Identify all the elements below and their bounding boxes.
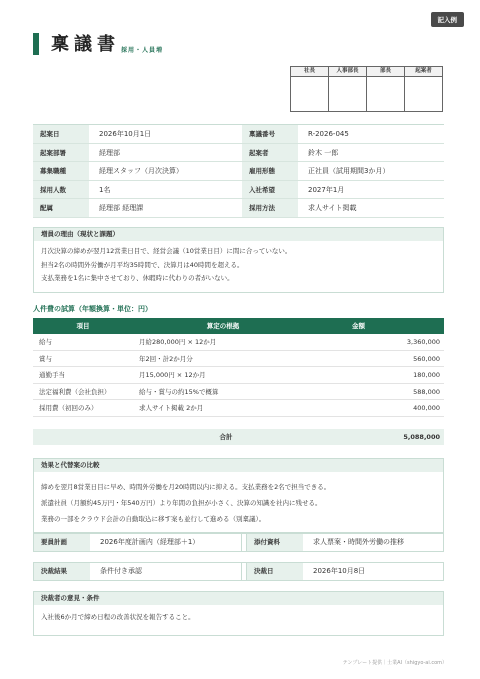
info-value: 経理スタッフ（月次決算） (99, 167, 183, 175)
approval-column (291, 67, 329, 111)
info-value: 経理部 経理課 (99, 204, 144, 212)
approval-header: 起案者 (405, 67, 442, 77)
approval-column (329, 67, 367, 111)
info-label: 採用方法 (242, 199, 298, 217)
total-amount: 5,088,000 (403, 432, 440, 441)
cost-amount: 3,360,000 (406, 338, 440, 346)
page-title: 稟議書 (51, 34, 120, 55)
header-amount: 金額 (352, 322, 365, 330)
effect-heading: 効果と代替案の比較 (34, 459, 443, 472)
decision-row (33, 562, 444, 581)
reason-box (33, 227, 444, 293)
cost-amount: 560,000 (413, 354, 440, 363)
cost-amount: 588,000 (413, 387, 440, 396)
cost-basis: 求人サイト掲載 2か月 (139, 404, 204, 412)
info-label: 起案者 (242, 144, 298, 162)
header-item: 項目 (76, 322, 90, 330)
decision-result-value: 条件付き承認 (100, 567, 142, 575)
total-label: 合計 (219, 432, 233, 441)
cost-table-header (33, 318, 444, 334)
reason-line: 支払業務を1名に集中させており、休暇時に代わりの者がいない。 (41, 274, 234, 282)
reason-line: 月次決算の締めが翌月12営業日目で、経営会議（10営業日目）に間に合っていない。 (41, 247, 292, 255)
approval-header: 人事部長 (329, 67, 366, 77)
info-row (33, 162, 444, 181)
decision-result-label: 決裁結果 (34, 563, 90, 580)
table-row (33, 334, 444, 351)
reason-heading: 増員の理由（現状と課題） (34, 228, 443, 241)
table-row (33, 384, 444, 401)
opinion-line: 入社後6か月で締め日程の改善状況を報告すること。 (41, 613, 195, 621)
info-value: 2026年10月1日 (99, 130, 152, 138)
attachment-label: 添付資料 (247, 534, 303, 551)
info-label: 配属 (33, 199, 89, 217)
info-row (33, 199, 444, 218)
cost-basis: 月給280,000円 × 12か月 (139, 338, 217, 346)
cost-item: 通勤手当 (39, 371, 65, 379)
approval-header: 社長 (291, 67, 328, 77)
cost-item: 法定福利費（会社負担） (39, 387, 111, 396)
cost-item: 賞与 (39, 354, 52, 363)
cost-amount: 180,000 (413, 371, 440, 379)
info-label: 稟議番号 (242, 125, 298, 143)
footer-credit: テンプレート提供｜士業AI（shigyo-ai.com） (342, 660, 447, 666)
header-basis: 算定の根拠 (206, 322, 240, 330)
cost-basis: 月15,000円 × 12か月 (139, 371, 206, 379)
page-subtitle: 採用・人員増 (121, 47, 164, 54)
title-accent-bar (33, 33, 39, 55)
info-value: 経理部 (99, 148, 120, 157)
cost-table (33, 318, 444, 445)
cost-basis: 年2回・計2か月分 (139, 354, 193, 363)
opinion-heading: 決裁者の意見・条件 (34, 592, 443, 605)
info-row (33, 144, 444, 163)
table-row (33, 400, 444, 417)
attachment-value: 求人票案・時間外労働の推移 (313, 538, 404, 546)
info-label: 入社希望 (242, 181, 298, 199)
info-label: 採用人数 (33, 181, 89, 199)
info-label: 起案日 (33, 125, 89, 143)
info-value: 1名 (99, 185, 111, 194)
effect-line: 業務の一部をクラウド会計の自動取込に移す案も並行して進める（別稟議）。 (41, 515, 266, 523)
table-row (33, 367, 444, 384)
table-row (33, 351, 444, 368)
cost-basis: 給与・賞与の約15%で概算 (139, 387, 219, 396)
sample-badge: 記入例 (431, 12, 465, 27)
info-value: 鈴木 一郎 (308, 148, 339, 157)
cost-item: 採用費（初回のみ） (39, 404, 98, 412)
info-row (33, 181, 444, 200)
cost-item: 給与 (39, 338, 52, 346)
info-row (33, 125, 444, 144)
effect-line: 派遣社員（月額約45万円・年540万円）より年間の負担が小さく、決算の知識を社内に残せる。 (41, 499, 322, 507)
info-label: 起案部署 (33, 144, 89, 162)
effect-box (33, 458, 444, 533)
plan-label: 要員計画 (34, 534, 90, 551)
approval-stamp-table (290, 66, 443, 112)
approval-header: 部長 (367, 67, 404, 77)
opinion-box (33, 591, 444, 636)
info-value: 2027年1月 (308, 185, 345, 194)
info-label: 雇用形態 (242, 162, 298, 180)
reason-line: 担当2名の時間外労働が月平均35時間で、決算月は40時間を超える。 (41, 260, 244, 269)
decision-date-value: 2026年10月8日 (313, 567, 366, 575)
info-value: 正社員（試用期間3か月） (308, 167, 390, 175)
cost-section-title: 人件費の試算（年額換算・単位：円） (33, 305, 152, 313)
info-value: 求人サイト掲載 (308, 204, 357, 212)
approval-column (405, 67, 442, 111)
plan-value: 2026年度計画内（経理部＋1） (100, 538, 200, 546)
approval-column (367, 67, 405, 111)
effect-line: 締めを翌月8営業日目に早め、時間外労働を月20時間以内に抑える。支払業務を2名で担当できる。 (41, 483, 331, 491)
info-value: R-2026-045 (308, 130, 349, 138)
decision-date-label: 決裁日 (247, 563, 303, 580)
plan-row (33, 533, 444, 552)
cost-amount: 400,000 (413, 404, 440, 412)
cost-total-row (33, 429, 444, 445)
basic-info-table (33, 124, 444, 218)
info-label: 募集職種 (33, 162, 89, 180)
